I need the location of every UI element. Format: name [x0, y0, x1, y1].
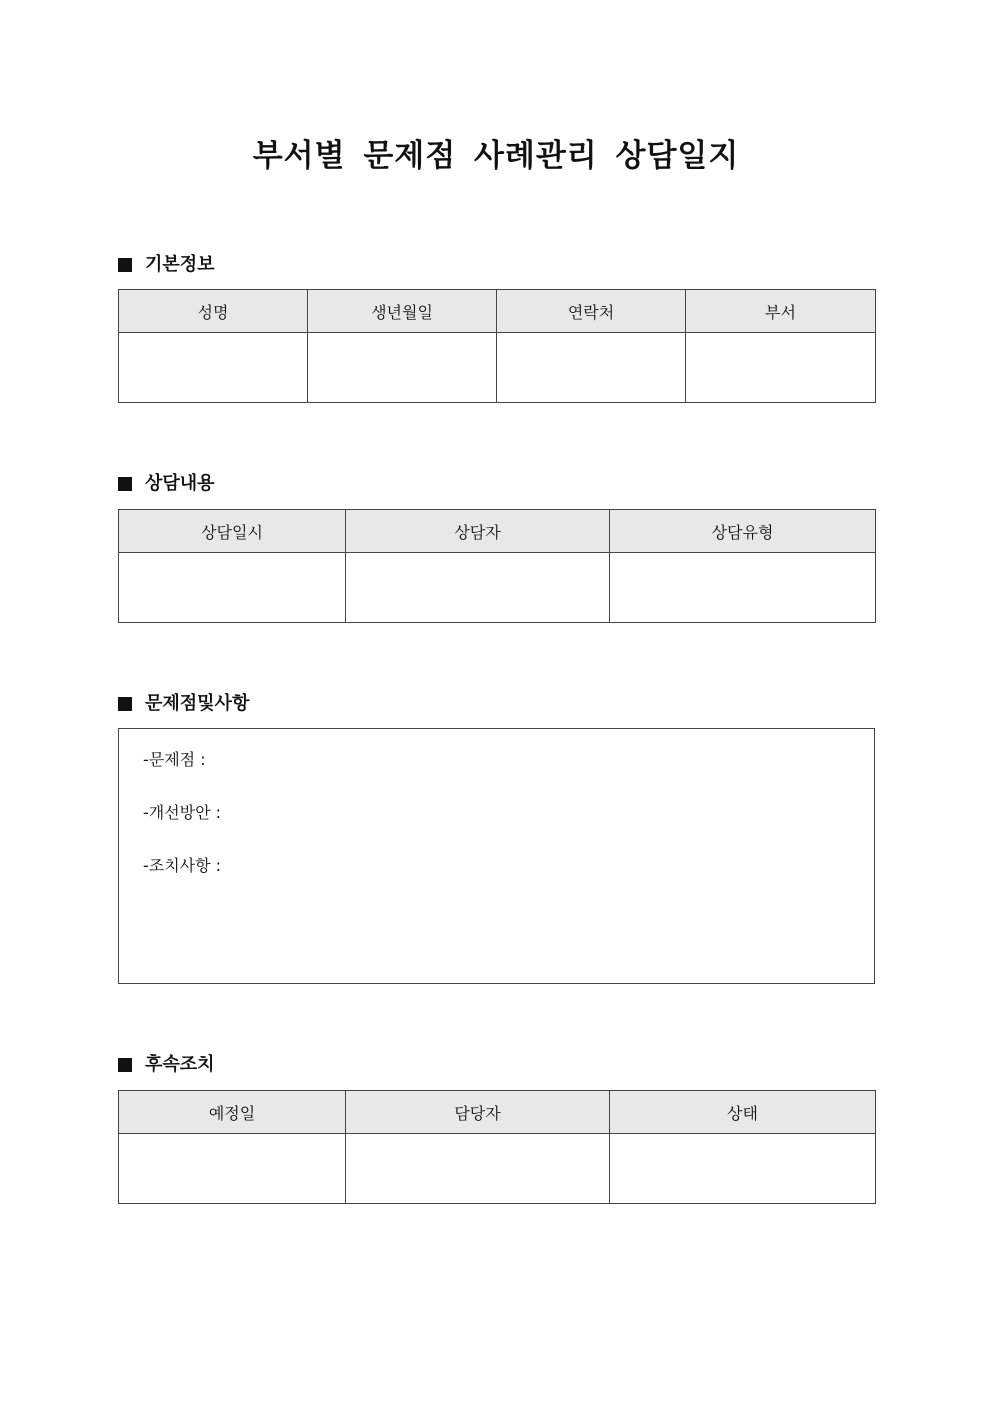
birthdate-field[interactable]	[308, 333, 497, 403]
section-heading-basic-info	[118, 252, 215, 278]
consult-type-field[interactable]	[610, 553, 876, 623]
issue-action-label: -조치사항 :	[143, 856, 222, 875]
table-row	[119, 553, 876, 623]
column-header-department: 부서	[686, 290, 876, 333]
black-square-icon	[118, 697, 132, 711]
scheduled-date-field[interactable]	[119, 1134, 346, 1204]
column-header-contact: 연락처	[497, 290, 686, 333]
table-row	[119, 333, 876, 403]
section-heading-label: 기본정보	[145, 254, 215, 275]
table-row	[119, 1134, 876, 1204]
consult-datetime-field[interactable]	[119, 553, 346, 623]
assignee-field[interactable]	[346, 1134, 610, 1204]
section-heading-label: 문제점및사항	[145, 693, 250, 714]
basic-info-table	[118, 289, 876, 403]
document-title: 부서별 문제점 사례관리 상담일지	[252, 138, 740, 174]
issue-problem-label: -문제점 :	[143, 750, 206, 769]
column-header-name: 성명	[119, 290, 308, 333]
column-header-assignee: 담당자	[346, 1091, 610, 1134]
department-field[interactable]	[686, 333, 876, 403]
section-heading-consultation	[118, 471, 215, 497]
table-header-row	[119, 510, 876, 553]
issues-text-box[interactable]	[118, 728, 875, 984]
contact-field[interactable]	[497, 333, 686, 403]
status-field[interactable]	[610, 1134, 876, 1204]
column-header-status: 상태	[610, 1091, 876, 1134]
table-header-row	[119, 290, 876, 333]
name-field[interactable]	[119, 333, 308, 403]
column-header-scheduled-date: 예정일	[119, 1091, 346, 1134]
table-header-row	[119, 1091, 876, 1134]
counselor-field[interactable]	[346, 553, 610, 623]
followup-table	[118, 1090, 876, 1204]
column-header-consult-datetime: 상담일시	[119, 510, 346, 553]
section-heading-issues	[118, 691, 249, 717]
column-header-counselor: 상담자	[346, 510, 610, 553]
section-heading-label: 상담내용	[145, 473, 215, 494]
consultation-table	[118, 509, 876, 623]
column-header-birthdate: 생년월일	[308, 290, 497, 333]
column-header-consult-type: 상담유형	[610, 510, 876, 553]
black-square-icon	[118, 1058, 132, 1072]
issue-improvement-label: -개선방안 :	[143, 803, 222, 822]
section-heading-label: 후속조치	[145, 1054, 215, 1075]
black-square-icon	[118, 258, 132, 272]
section-heading-followup	[118, 1052, 215, 1078]
black-square-icon	[118, 477, 132, 491]
